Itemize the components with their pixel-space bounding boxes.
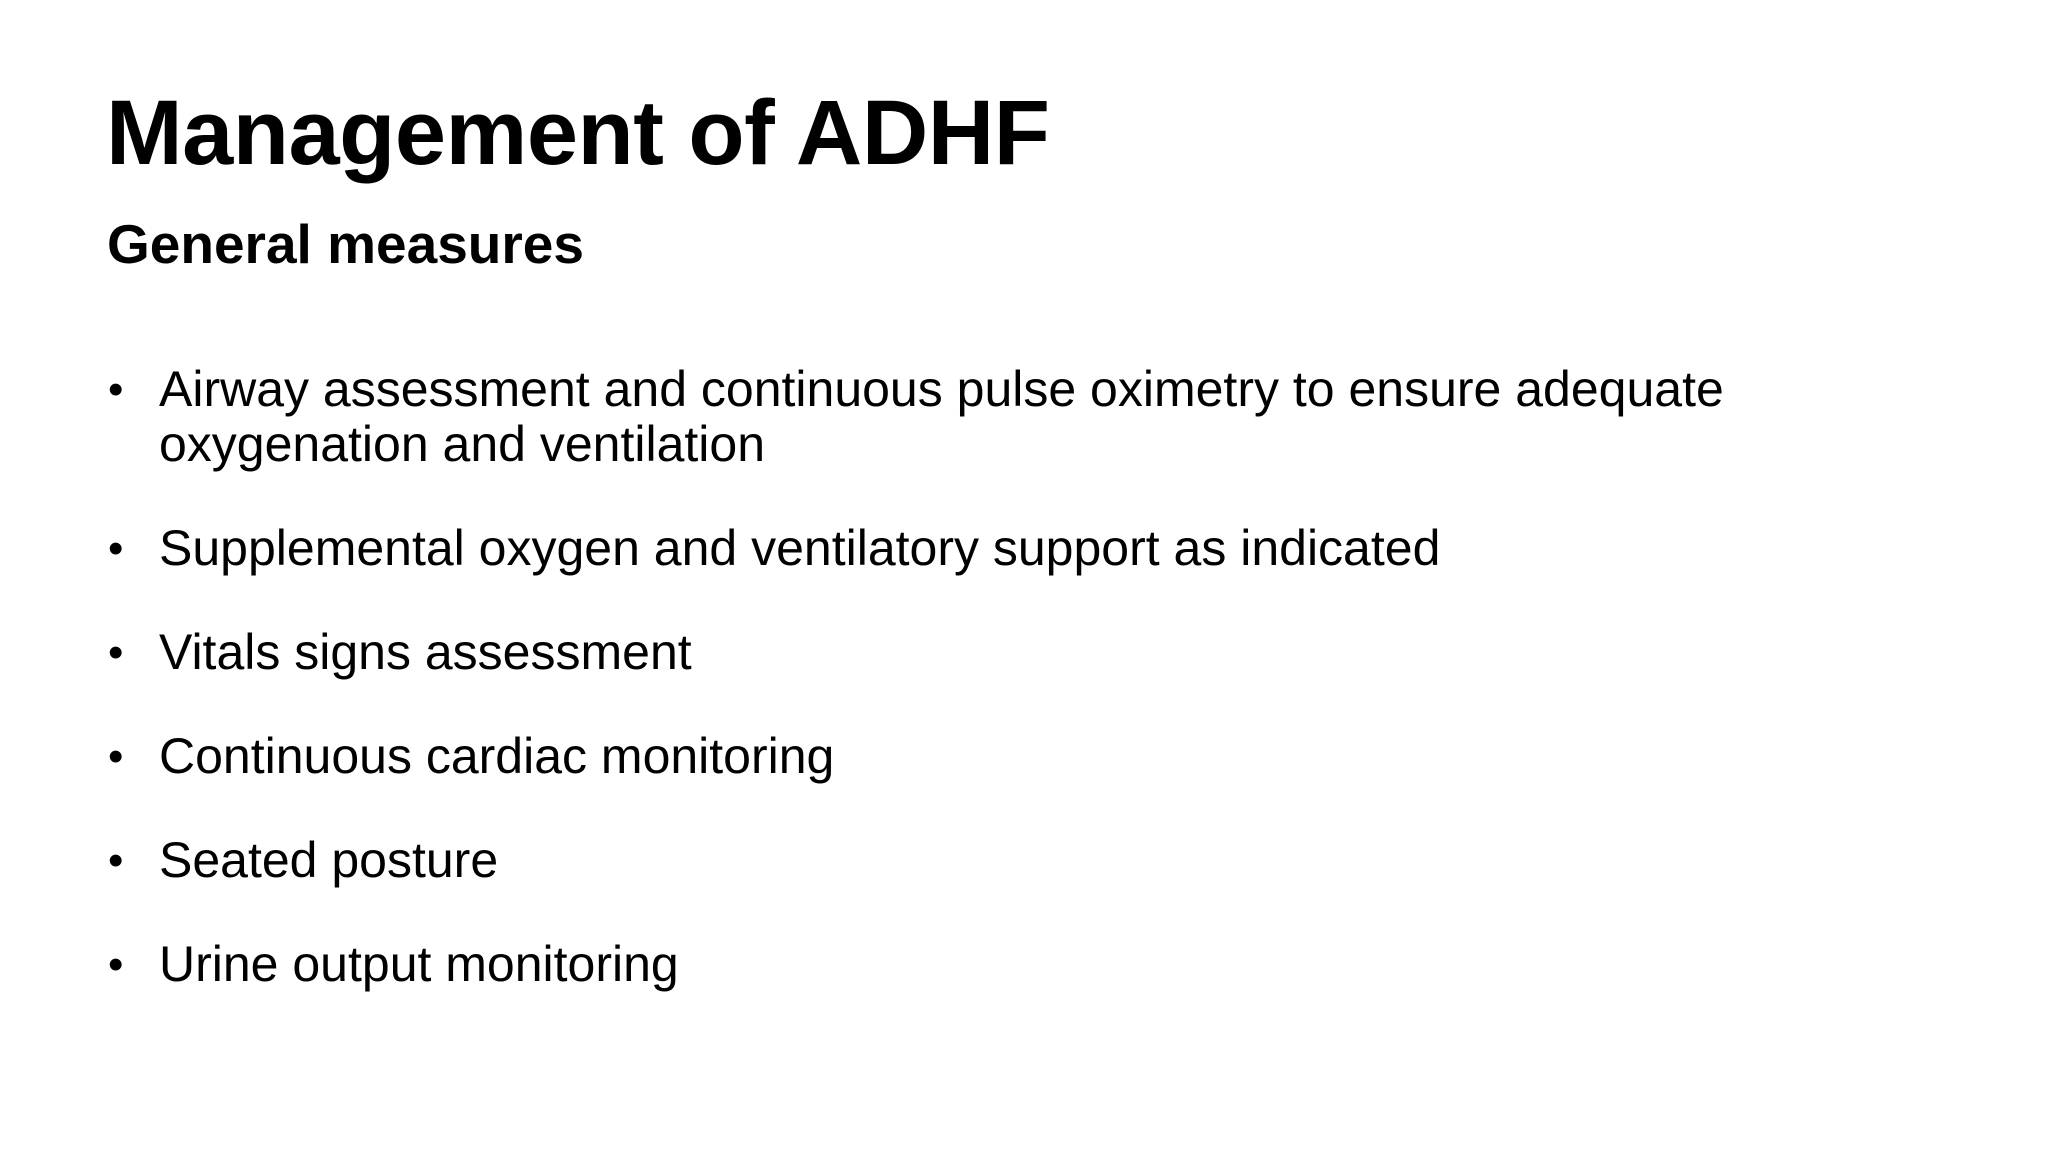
bullet-icon: • <box>108 524 124 573</box>
bullet-item-seated-posture <box>106 833 1919 888</box>
bullet-item-airway-assessment <box>106 362 1919 472</box>
bullet-item-cardiac-monitoring <box>106 729 1919 784</box>
bullet-icon: • <box>108 732 124 781</box>
slide-title: Management of ADHF <box>106 82 1050 184</box>
bullet-item-vital-signs <box>106 625 1919 680</box>
bullet-text: Seated posture <box>159 832 499 888</box>
slide-subtitle: General measures <box>107 213 584 275</box>
bullet-item-urine-output <box>106 937 1919 992</box>
bullet-text: Urine output monitoring <box>159 936 679 992</box>
bullet-icon: • <box>108 628 124 677</box>
bullet-text: Supplemental oxygen and ventilatory support as indicated <box>159 520 1441 576</box>
bullet-icon: • <box>108 836 124 885</box>
bullet-text: Continuous cardiac monitoring <box>159 728 835 784</box>
bullet-item-supplemental-oxygen <box>106 521 1919 576</box>
bullet-text: Vitals signs assessment <box>159 624 692 680</box>
bullet-icon: • <box>108 365 124 414</box>
bullet-text: Airway assessment and continuous pulse oximetry to ensure adequate oxygenation and ventilation <box>159 361 1724 472</box>
bullet-list <box>106 362 1946 1041</box>
bullet-icon: • <box>108 940 124 989</box>
